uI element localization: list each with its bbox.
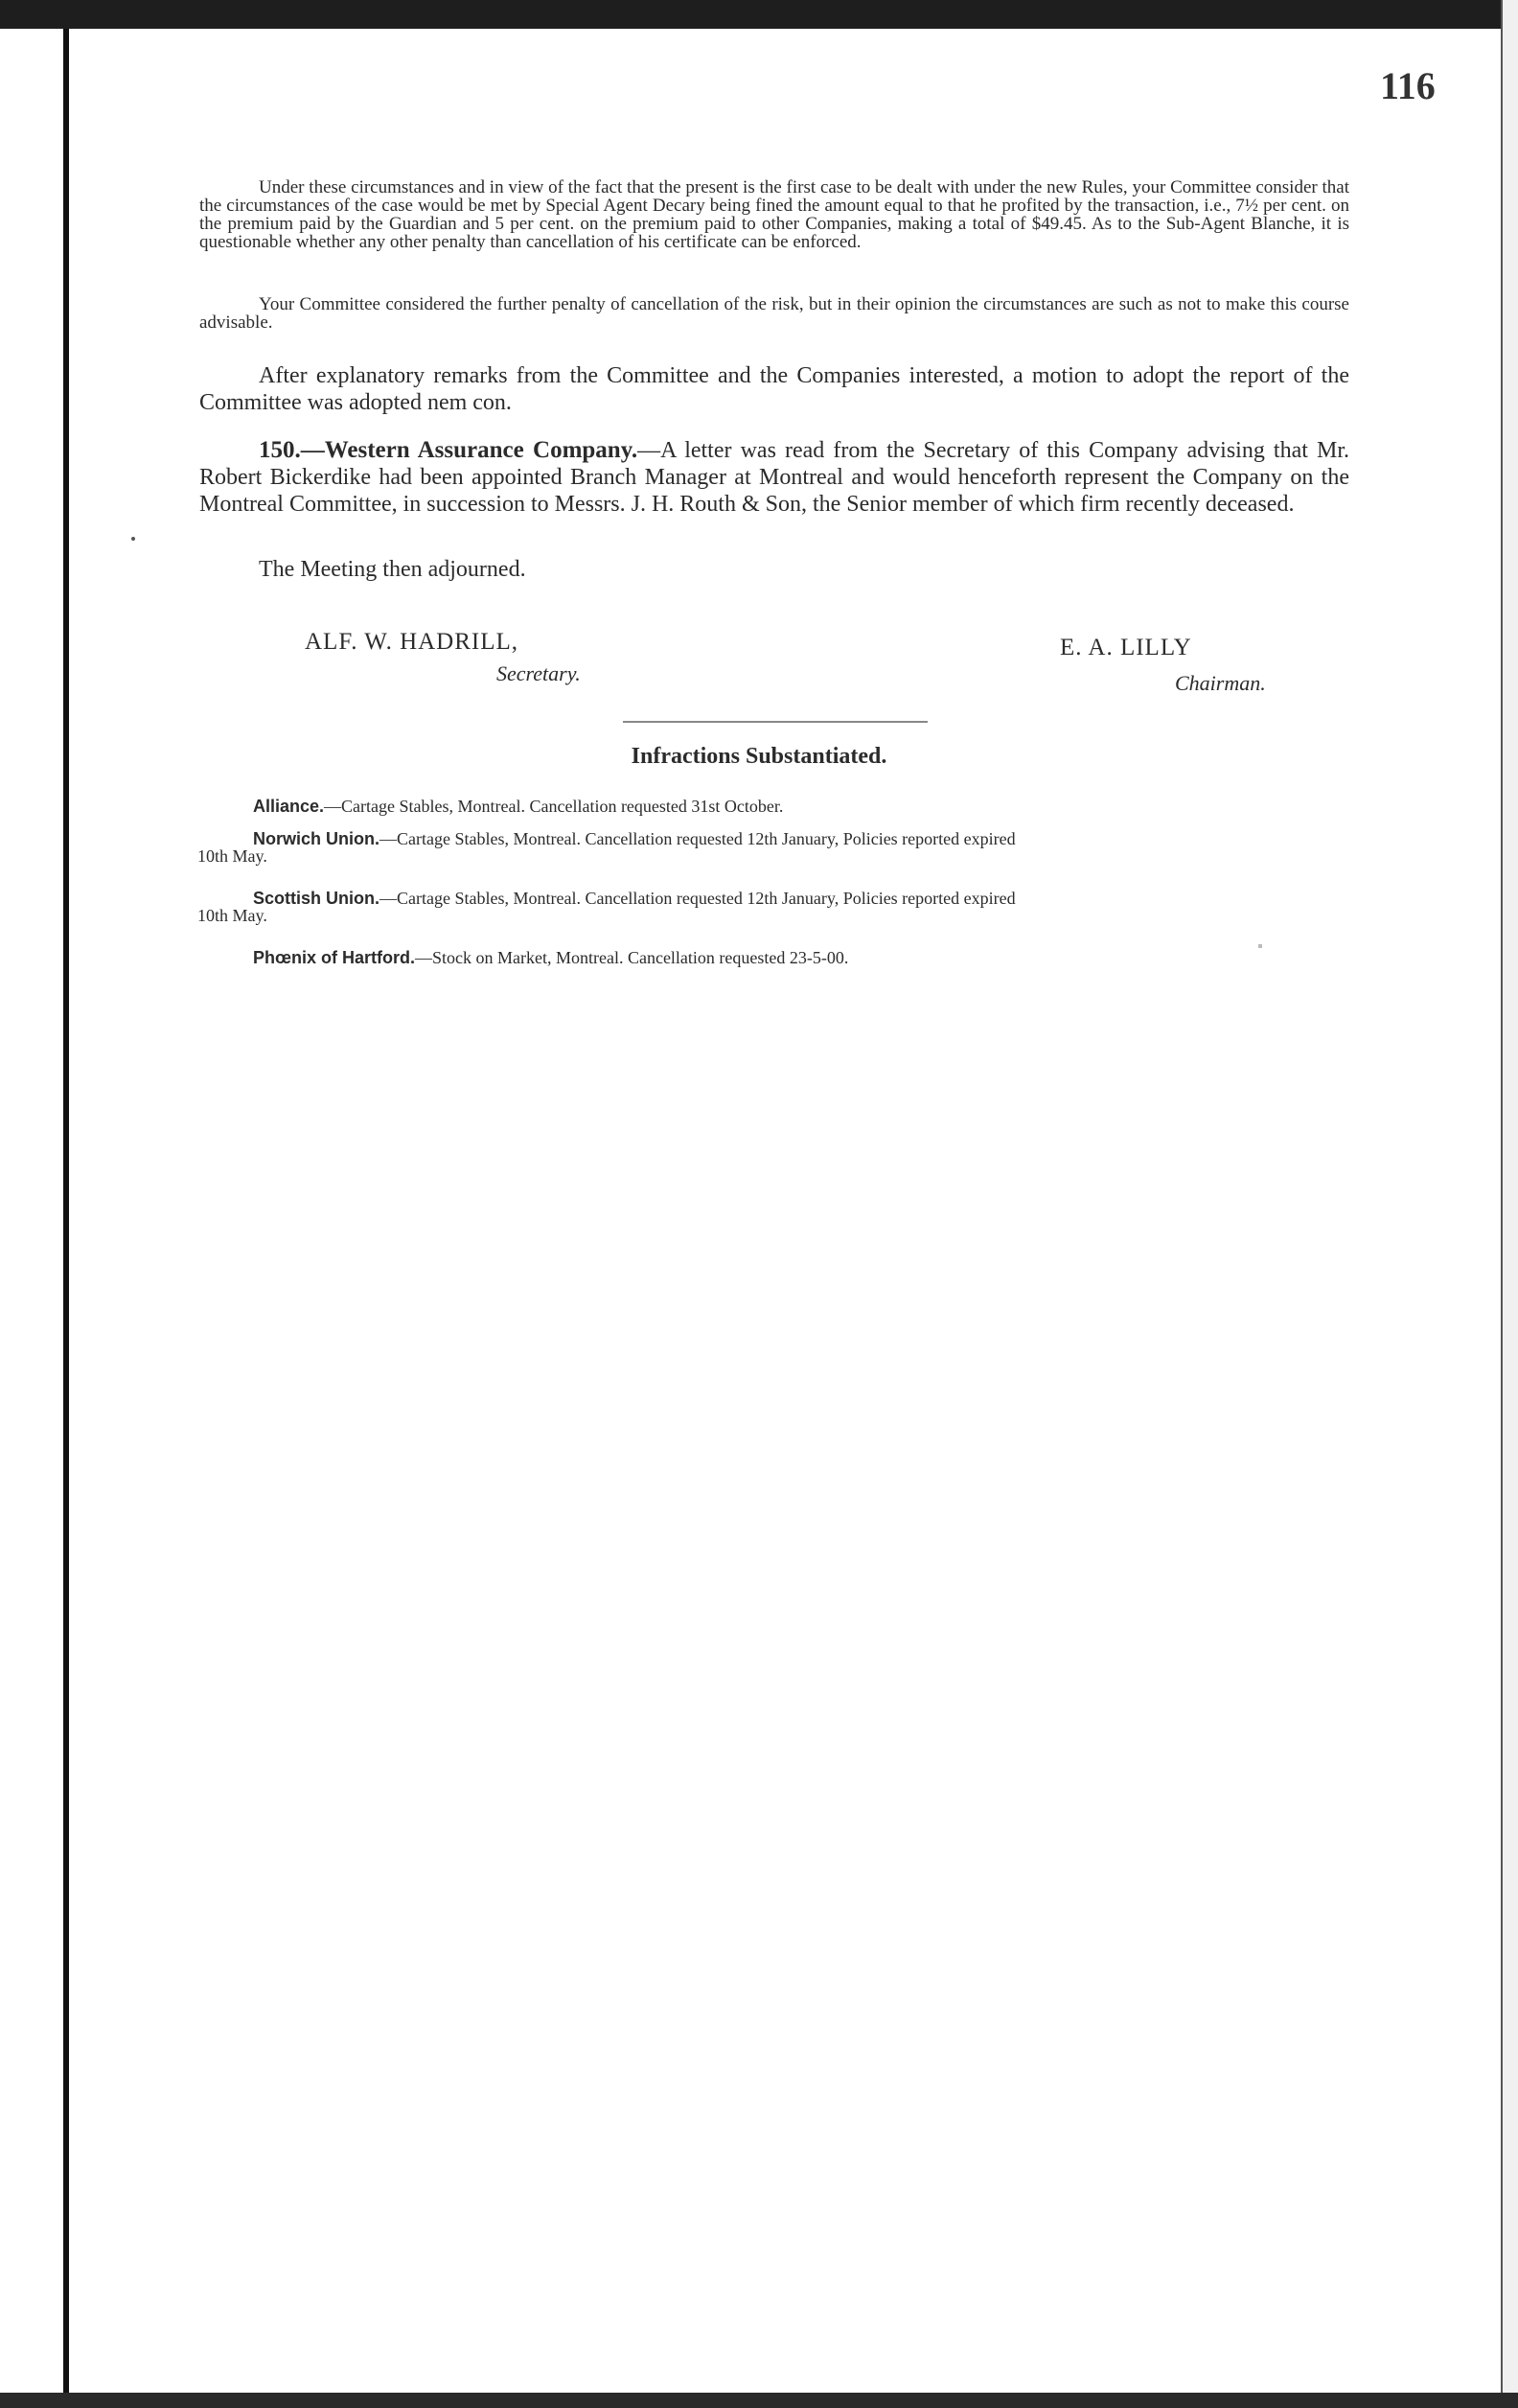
minutes-paragraph [199,556,1349,583]
scan-left-edge [63,29,69,2393]
motion-text: After explanatory remarks from the Committee and the Companies interested, a motion to adopt the report of the Committee was adopted nem con. [199,363,1349,415]
chairman-name: E. A. LILLY [1060,635,1192,660]
chairman-title: Chairman. [1175,671,1266,695]
secretary-title: Secretary. [496,661,581,685]
adjourn-text: The Meeting then adjourned. [259,557,526,582]
western-assurance-item [199,437,1349,518]
item-heading: 150.—Western Assurance Company. [259,437,638,463]
secretary-name: ALF. W. HADRILL, [305,629,519,655]
committee-penalty-text: Your Committee considered the further penalty of cancellation of the risk, but in their opinion the circumstances are such as not to make this course advisable. [199,294,1349,333]
committee-paragraph [199,295,1349,332]
scan-bottom-border [0,2393,1518,2408]
list-item [197,798,1349,815]
company-name: Alliance. [253,797,325,816]
infraction-text: —Cartage Stables, Montreal. Cancellation requested 12th January, Policies reported expired [380,829,1016,848]
infraction-text: —Cartage Stables, Montreal. Cancellation requested 31st October. [324,797,784,816]
infraction-cont: 10th May. [197,906,267,925]
page-number: 116 [1380,64,1436,107]
committee-paragraph [199,178,1349,251]
infractions-heading: Infractions Substantiated. [631,744,887,769]
list-item [197,890,1349,924]
company-name: Norwich Union. [253,829,380,848]
infraction-text: —Cartage Stables, Montreal. Cancellation requested 12th January, Policies reported expired [380,889,1016,908]
ink-speck [1258,944,1262,948]
item-body: —A letter was read from the Secretary of this Company advising that Mr. Robert Bickerdike had been appointed Branch Manager at Montreal and would henceforth represent the Company on the Montreal Committee, in succession to Messrs. J. H. Routh & Son, the Senior member of which firm recently deceased. [199,438,1349,517]
list-item [197,949,1349,966]
list-item [197,830,1349,865]
company-name: Scottish Union. [253,889,380,908]
minutes-paragraph [199,437,1349,518]
scan-top-border [0,0,1518,29]
ink-speck [131,537,135,541]
minutes-paragraph [199,362,1349,416]
infraction-text: —Stock on Market, Montreal. Cancellation requested 23-5-00. [415,948,849,967]
committee-conclusion-text: Under these circumstances and in view of the fact that the present is the first case to be dealt with under the new Rules, your Committee consider that the circumstances of the case would be met by Special Agent Decary being fined the amount equal to that he profited by the transaction, i.e., 7½ per cent. on the premium paid by the Guardian and 5 per cent. on the premium paid to other Companies, making a total of $49.45. As to the Sub-Agent Blanche, it is questionable whether any other penalty than cancellation of his certificate can be enforced. [199,177,1349,252]
scan-right-edge [1501,0,1518,2408]
company-name: Phœnix of Hartford. [253,948,415,967]
section-divider [623,721,928,723]
infraction-cont: 10th May. [197,846,267,866]
